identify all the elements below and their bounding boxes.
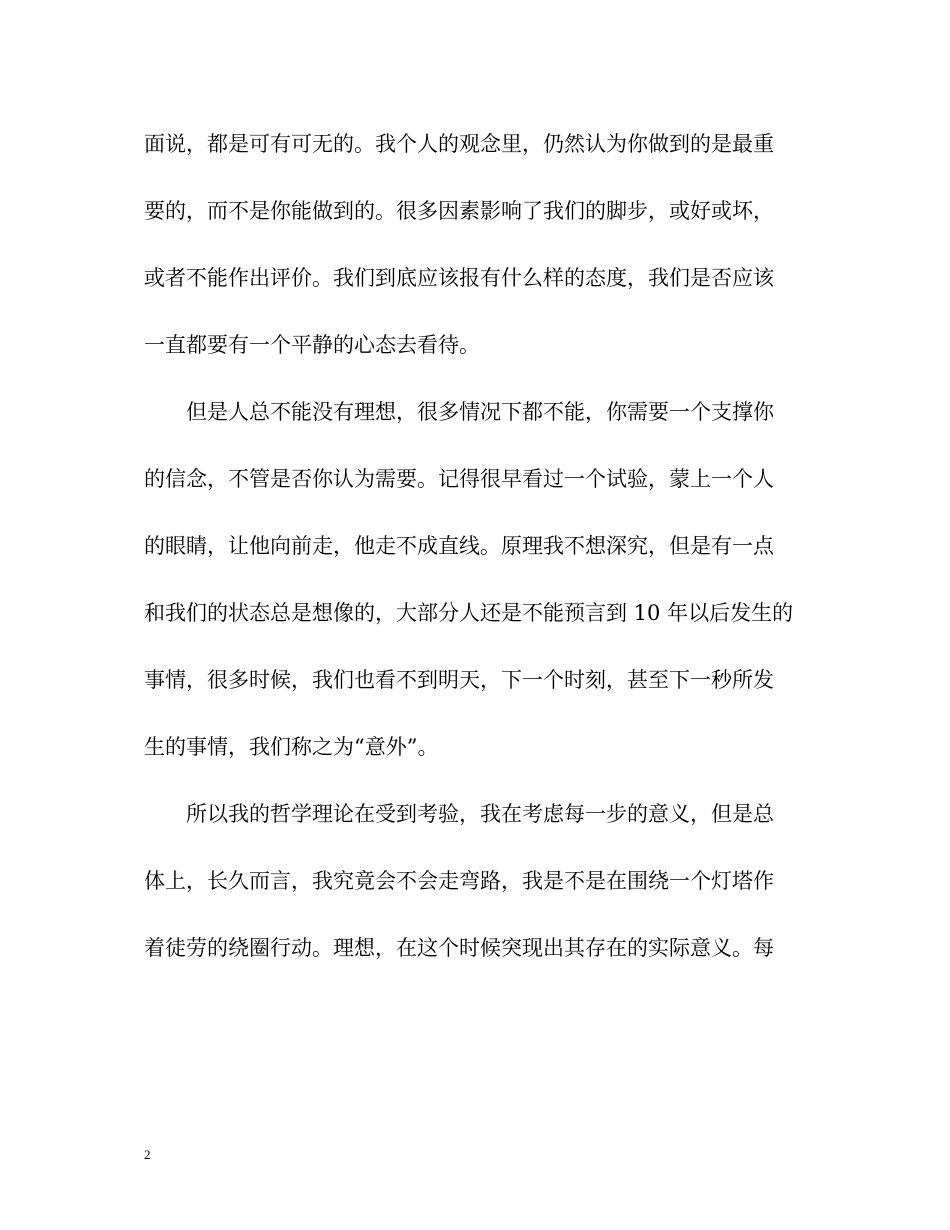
text-line: 着徒劳的绕圈行动。理想，在这个时候突现出其存在的实际意义。每 (144, 936, 774, 960)
text-line: 生的事情，我们称之为“意外”。 (144, 735, 439, 759)
text-line: 的眼睛，让他向前走，他走不成直线。原理我不想深究，但是有一点 (144, 534, 774, 558)
text-line: 体上，长久而言，我究竟会不会走弯路，我是不是在围绕一个灯塔作 (144, 869, 774, 893)
text-line: 一直都要有一个平静的心态去看待。 (144, 333, 480, 357)
text-line: 面说，都是可有可无的。我个人的观念里，仍然认为你做到的是最重 (144, 132, 774, 156)
paragraph-start-line: 所以我的哲学理论在受到考验，我在考虑每一步的意义，但是总 (186, 802, 774, 826)
body-text (144, 121, 814, 992)
text-line: 要的，而不是你能做到的。很多因素影响了我们的脚步，或好或坏， (144, 199, 774, 223)
text-line: 和我们的状态总是想像的，大部分人还是不能预言到 10 年以后发生的 (144, 601, 794, 625)
page-number: 2 (144, 1147, 151, 1162)
text-line: 或者不能作出评价。我们到底应该报有什么样的态度，我们是否应该 (144, 266, 774, 290)
text-line: 事情，很多时候，我们也看不到明天，下一个时刻，甚至下一秒所发 (144, 668, 774, 692)
paragraph-start-line: 但是人总不能没有理想，很多情况下都不能，你需要一个支撑你 (186, 400, 774, 424)
text-line: 的信念，不管是否你认为需要。记得很早看过一个试验，蒙上一个人 (144, 467, 774, 491)
